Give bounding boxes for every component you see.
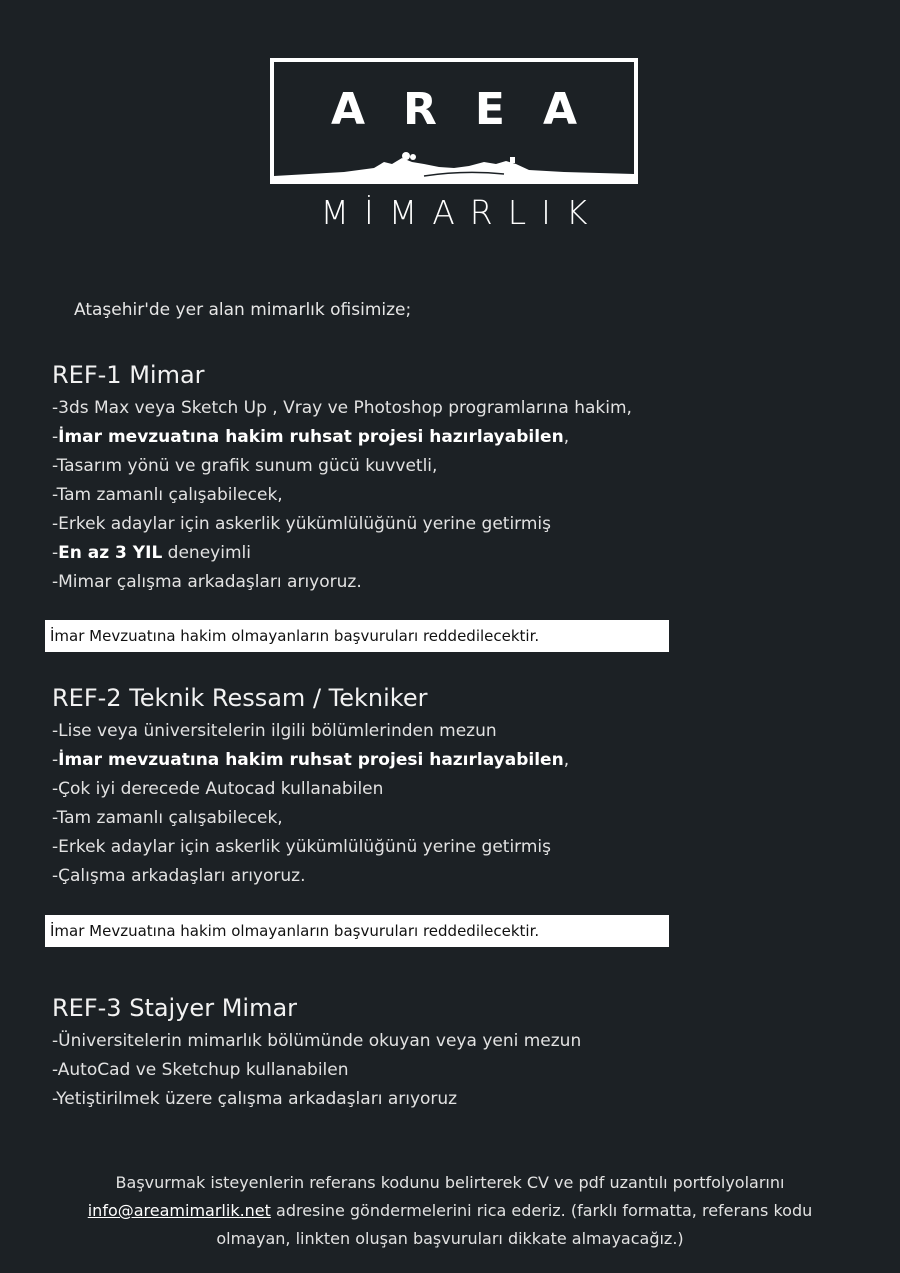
section-title: REF-3 Stajyer Mimar <box>52 994 298 1022</box>
requirement-item: -Tasarım yönü ve grafik sunum gücü kuvvetli, <box>52 456 438 476</box>
logo-word: AREA <box>330 84 616 135</box>
rejection-notice: İmar Mevzuatına hakim olmayanların başvuruları reddedilecektir. <box>45 620 669 652</box>
section-ref-1 <box>52 360 872 597</box>
requirement-item: -Erkek adaylar için askerlik yükümlülüğünü yerine getirmiş <box>52 837 552 857</box>
intro-text: Ataşehir'de yer alan mimarlık ofisimize; <box>74 300 412 320</box>
section-ref-2 <box>52 683 872 891</box>
section-ref-3 <box>52 993 872 1114</box>
email-link[interactable]: info@areamimarlik.net <box>87 1201 271 1220</box>
requirement-item: -Yetiştirilmek üzere çalışma arkadaşları arıyoruz <box>52 1089 458 1109</box>
section-title: REF-1 Mimar <box>52 361 205 389</box>
requirement-item: -Lise veya üniversitelerin ilgili bölümlerinden mezun <box>52 721 497 741</box>
footer-line-3: olmayan, linkten oluşan başvuruları dikkate almayacağız.) <box>216 1229 684 1248</box>
area-logo <box>270 58 638 184</box>
logo-subtitle: MİMARLIK <box>320 193 603 232</box>
logo-landscape-silhouette <box>274 150 634 180</box>
section-title: REF-2 Teknik Ressam / Tekniker <box>52 684 428 712</box>
requirement-item: -İmar mevzuatına hakim ruhsat projesi hazırlayabilen, <box>52 427 570 447</box>
requirement-item: -En az 3 YIL deneyimli <box>52 543 251 563</box>
requirement-item: -AutoCad ve Sketchup kullanabilen <box>52 1060 349 1080</box>
application-instructions <box>40 1169 860 1253</box>
requirement-item: -3ds Max veya Sketch Up , Vray ve Photoshop programlarına hakim, <box>52 398 632 418</box>
requirement-item: -Erkek adaylar için askerlik yükümlülüğünü yerine getirmiş <box>52 514 552 534</box>
requirement-item: -Çalışma arkadaşları arıyoruz. <box>52 866 306 886</box>
requirement-item: -Tam zamanlı çalışabilecek, <box>52 485 283 505</box>
footer-line-2: info@areamimarlik.net adresine göndermelerini rica ederiz. (farklı formatta, referans kodu <box>87 1201 813 1220</box>
requirement-item: -Mimar çalışma arkadaşları arıyoruz. <box>52 572 362 592</box>
footer-line-1: Başvurmak isteyenlerin referans kodunu belirterek CV ve pdf uzantılı portfolyolarını <box>115 1173 785 1192</box>
requirement-item: -Çok iyi derecede Autocad kullanabilen <box>52 779 384 799</box>
rejection-notice: İmar Mevzuatına hakim olmayanların başvuruları reddedilecektir. <box>45 915 669 947</box>
requirement-item: -Üniversitelerin mimarlık bölümünde okuyan veya yeni mezun <box>52 1031 582 1051</box>
requirement-item: -İmar mevzuatına hakim ruhsat projesi hazırlayabilen, <box>52 750 570 770</box>
requirement-item: -Tam zamanlı çalışabilecek, <box>52 808 283 828</box>
